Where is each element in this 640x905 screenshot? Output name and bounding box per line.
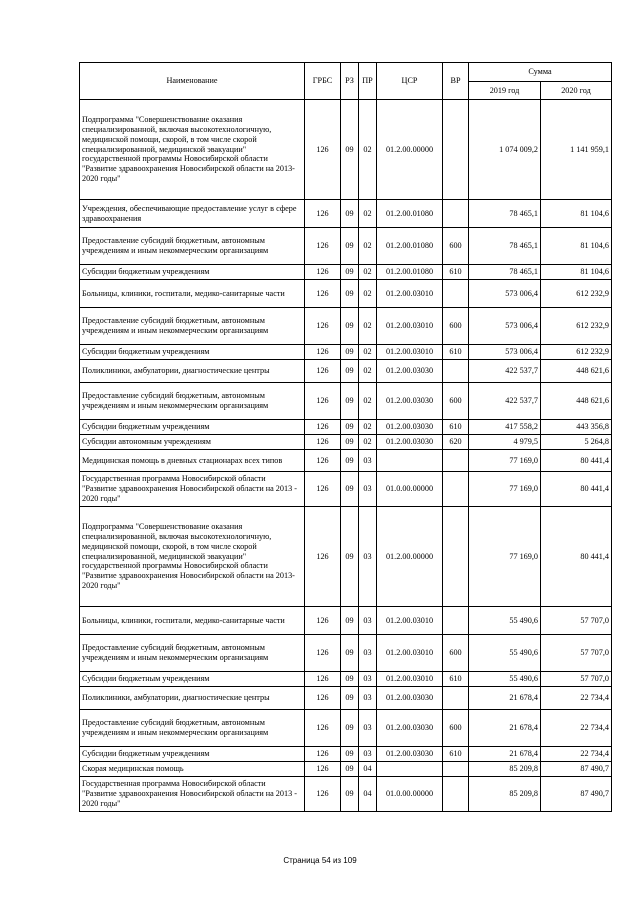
cell-vr [443, 100, 469, 200]
cell-vr [443, 472, 469, 507]
cell-rz: 09 [341, 507, 359, 607]
cell-v2019: 21 678,4 [469, 747, 541, 762]
header-year-2019: 2019 год [469, 82, 541, 100]
cell-rz: 09 [341, 747, 359, 762]
cell-name: Учреждения, обеспечивающие предоставление услуг в сфере здравоохранения [80, 200, 305, 228]
cell-name: Государственная программа Новосибирской области "Развитие здравоохранения Новосибирской области на 2013 - 2020 годы" [80, 777, 305, 812]
cell-rz: 09 [341, 383, 359, 420]
cell-v2019: 4 979,5 [469, 435, 541, 450]
cell-pr: 02 [359, 435, 377, 450]
cell-pr: 03 [359, 635, 377, 672]
cell-name: Подпрограмма "Совершенствование оказания специализированной, включая высокотехнологичную, медицинской помощи, скорой, в том числе скорой специализированной, медицинской эвакуации" государственной программы Новосибирской области "Развитие здравоохранения Новосибирской области на 2013-2020 годы" [80, 100, 305, 200]
cell-csr: 01.0.00.00000 [377, 777, 443, 812]
cell-csr: 01.2.00.03010 [377, 345, 443, 360]
cell-v2020: 81 104,6 [541, 265, 612, 280]
cell-rz: 09 [341, 420, 359, 435]
cell-csr: 01.2.00.03030 [377, 360, 443, 383]
cell-name: Больницы, клиники, госпитали, медико-санитарные части [80, 607, 305, 635]
cell-v2020: 57 707,0 [541, 607, 612, 635]
cell-v2020: 81 104,6 [541, 200, 612, 228]
cell-csr [377, 762, 443, 777]
table-row [80, 507, 612, 607]
cell-v2020: 5 264,8 [541, 435, 612, 450]
cell-v2019: 21 678,4 [469, 710, 541, 747]
cell-rz: 09 [341, 710, 359, 747]
cell-v2019: 417 558,2 [469, 420, 541, 435]
cell-pr: 02 [359, 383, 377, 420]
cell-vr: 600 [443, 710, 469, 747]
cell-grbs: 126 [305, 710, 341, 747]
cell-csr: 01.2.00.03010 [377, 607, 443, 635]
cell-name: Субсидии бюджетным учреждениям [80, 265, 305, 280]
cell-v2019: 77 169,0 [469, 450, 541, 472]
table-row [80, 777, 612, 812]
cell-v2020: 22 734,4 [541, 710, 612, 747]
cell-pr: 02 [359, 280, 377, 308]
cell-csr: 01.2.00.03010 [377, 280, 443, 308]
cell-pr: 03 [359, 472, 377, 507]
cell-rz: 09 [341, 280, 359, 308]
cell-pr: 02 [359, 200, 377, 228]
cell-v2020: 87 490,7 [541, 762, 612, 777]
cell-vr: 610 [443, 420, 469, 435]
cell-name: Скорая медицинская помощь [80, 762, 305, 777]
cell-pr: 03 [359, 672, 377, 687]
cell-rz: 09 [341, 687, 359, 710]
table-row [80, 100, 612, 200]
cell-grbs: 126 [305, 747, 341, 762]
cell-csr: 01.2.00.03030 [377, 710, 443, 747]
table-row [80, 687, 612, 710]
cell-grbs: 126 [305, 687, 341, 710]
cell-v2020: 80 441,4 [541, 472, 612, 507]
cell-grbs: 126 [305, 345, 341, 360]
cell-pr: 02 [359, 228, 377, 265]
cell-name: Предоставление субсидий бюджетным, автономным учреждениям и иным некоммерческим организациям [80, 710, 305, 747]
cell-name: Поликлиники, амбулатории, диагностические центры [80, 360, 305, 383]
header-sum: Сумма [469, 63, 612, 82]
cell-vr [443, 450, 469, 472]
cell-v2019: 1 074 009,2 [469, 100, 541, 200]
cell-grbs: 126 [305, 435, 341, 450]
table-row [80, 635, 612, 672]
cell-rz: 09 [341, 308, 359, 345]
cell-grbs: 126 [305, 607, 341, 635]
cell-csr: 01.2.00.03010 [377, 308, 443, 345]
cell-rz: 09 [341, 435, 359, 450]
cell-csr: 01.2.00.03030 [377, 687, 443, 710]
cell-v2020: 80 441,4 [541, 507, 612, 607]
cell-v2020: 448 621,6 [541, 383, 612, 420]
cell-rz: 09 [341, 228, 359, 265]
cell-vr: 600 [443, 383, 469, 420]
cell-vr [443, 360, 469, 383]
cell-name: Медицинская помощь в дневных стационарах всех типов [80, 450, 305, 472]
cell-pr: 02 [359, 420, 377, 435]
cell-v2020: 80 441,4 [541, 450, 612, 472]
cell-v2019: 573 006,4 [469, 345, 541, 360]
cell-pr: 03 [359, 450, 377, 472]
cell-name: Субсидии автономным учреждениям [80, 435, 305, 450]
cell-grbs: 126 [305, 472, 341, 507]
cell-grbs: 126 [305, 228, 341, 265]
cell-v2020: 81 104,6 [541, 228, 612, 265]
header-vr: ВР [443, 63, 469, 100]
cell-rz: 09 [341, 200, 359, 228]
cell-pr: 04 [359, 777, 377, 812]
cell-v2019: 78 465,1 [469, 228, 541, 265]
table-body [80, 100, 612, 812]
cell-csr: 01.2.00.03030 [377, 420, 443, 435]
cell-vr [443, 687, 469, 710]
cell-vr: 600 [443, 308, 469, 345]
cell-grbs: 126 [305, 200, 341, 228]
cell-vr [443, 777, 469, 812]
table-row [80, 450, 612, 472]
cell-csr: 01.2.00.03010 [377, 635, 443, 672]
cell-rz: 09 [341, 345, 359, 360]
cell-v2020: 87 490,7 [541, 777, 612, 812]
header-pr: ПР [359, 63, 377, 100]
cell-pr: 03 [359, 507, 377, 607]
cell-name: Субсидии бюджетным учреждениям [80, 747, 305, 762]
table-row [80, 435, 612, 450]
table-row [80, 762, 612, 777]
cell-grbs: 126 [305, 308, 341, 345]
cell-pr: 03 [359, 747, 377, 762]
cell-grbs: 126 [305, 635, 341, 672]
cell-v2020: 448 621,6 [541, 360, 612, 383]
cell-pr: 02 [359, 308, 377, 345]
cell-vr: 600 [443, 635, 469, 672]
cell-v2019: 85 209,8 [469, 777, 541, 812]
cell-v2020: 443 356,8 [541, 420, 612, 435]
cell-name: Государственная программа Новосибирской области "Развитие здравоохранения Новосибирской области на 2013 - 2020 годы" [80, 472, 305, 507]
table-row [80, 710, 612, 747]
cell-name: Предоставление субсидий бюджетным, автономным учреждениям и иным некоммерческим организациям [80, 635, 305, 672]
cell-pr: 02 [359, 265, 377, 280]
cell-csr [377, 450, 443, 472]
cell-csr: 01.2.00.03010 [377, 672, 443, 687]
cell-grbs: 126 [305, 420, 341, 435]
cell-name: Предоставление субсидий бюджетным, автономным учреждениям и иным некоммерческим организациям [80, 228, 305, 265]
cell-v2020: 1 141 959,1 [541, 100, 612, 200]
cell-rz: 09 [341, 472, 359, 507]
cell-name: Субсидии бюджетным учреждениям [80, 420, 305, 435]
cell-rz: 09 [341, 635, 359, 672]
cell-pr: 04 [359, 762, 377, 777]
table-row [80, 228, 612, 265]
cell-v2020: 612 232,9 [541, 280, 612, 308]
cell-rz: 09 [341, 100, 359, 200]
cell-v2019: 55 490,6 [469, 672, 541, 687]
cell-v2019: 573 006,4 [469, 280, 541, 308]
cell-name: Подпрограмма "Совершенствование оказания специализированной, включая высокотехнологичную, медицинской помощи, скорой, в том числе скорой специализированной, медицинской эвакуации" государственной программы Новосибирской области "Развитие здравоохранения Новосибирской области на 2013-2020 годы" [80, 507, 305, 607]
cell-v2020: 22 734,4 [541, 687, 612, 710]
cell-pr: 03 [359, 710, 377, 747]
cell-grbs: 126 [305, 777, 341, 812]
cell-rz: 09 [341, 762, 359, 777]
cell-grbs: 126 [305, 265, 341, 280]
cell-vr: 600 [443, 228, 469, 265]
cell-pr: 03 [359, 607, 377, 635]
cell-grbs: 126 [305, 100, 341, 200]
cell-grbs: 126 [305, 383, 341, 420]
cell-v2020: 612 232,9 [541, 308, 612, 345]
cell-name: Поликлиники, амбулатории, диагностические центры [80, 687, 305, 710]
cell-v2019: 422 537,7 [469, 360, 541, 383]
cell-grbs: 126 [305, 280, 341, 308]
cell-csr: 01.2.00.03030 [377, 747, 443, 762]
cell-vr: 610 [443, 345, 469, 360]
cell-grbs: 126 [305, 450, 341, 472]
cell-rz: 09 [341, 777, 359, 812]
cell-csr: 01.2.00.01080 [377, 265, 443, 280]
cell-pr: 02 [359, 345, 377, 360]
cell-csr: 01.2.00.03030 [377, 383, 443, 420]
cell-csr: 01.2.00.03030 [377, 435, 443, 450]
table-row [80, 607, 612, 635]
cell-vr: 610 [443, 265, 469, 280]
cell-vr [443, 200, 469, 228]
cell-csr: 01.2.00.00000 [377, 100, 443, 200]
cell-v2019: 422 537,7 [469, 383, 541, 420]
cell-rz: 09 [341, 450, 359, 472]
table-row [80, 747, 612, 762]
table-row [80, 345, 612, 360]
cell-v2020: 612 232,9 [541, 345, 612, 360]
cell-grbs: 126 [305, 762, 341, 777]
cell-rz: 09 [341, 607, 359, 635]
cell-name: Предоставление субсидий бюджетным, автономным учреждениям и иным некоммерческим организациям [80, 308, 305, 345]
table-row [80, 280, 612, 308]
cell-pr: 03 [359, 687, 377, 710]
cell-vr: 620 [443, 435, 469, 450]
cell-name: Больницы, клиники, госпитали, медико-санитарные части [80, 280, 305, 308]
cell-v2019: 55 490,6 [469, 607, 541, 635]
cell-vr: 610 [443, 672, 469, 687]
cell-v2019: 21 678,4 [469, 687, 541, 710]
cell-name: Предоставление субсидий бюджетным, автономным учреждениям и иным некоммерческим организациям [80, 383, 305, 420]
table-row [80, 672, 612, 687]
table-row [80, 420, 612, 435]
table-row [80, 360, 612, 383]
cell-rz: 09 [341, 265, 359, 280]
cell-v2019: 55 490,6 [469, 635, 541, 672]
table-row [80, 265, 612, 280]
cell-v2019: 573 006,4 [469, 308, 541, 345]
cell-v2020: 57 707,0 [541, 635, 612, 672]
cell-csr: 01.0.00.00000 [377, 472, 443, 507]
cell-vr [443, 507, 469, 607]
budget-table [79, 62, 612, 812]
cell-grbs: 126 [305, 507, 341, 607]
cell-name: Субсидии бюджетным учреждениям [80, 672, 305, 687]
cell-pr: 02 [359, 100, 377, 200]
cell-vr [443, 762, 469, 777]
cell-grbs: 126 [305, 672, 341, 687]
page-footer: Страница 54 из 109 [283, 856, 357, 865]
table-row [80, 472, 612, 507]
cell-csr: 01.2.00.00000 [377, 507, 443, 607]
cell-grbs: 126 [305, 360, 341, 383]
header-grbs: ГРБС [305, 63, 341, 100]
cell-pr: 02 [359, 360, 377, 383]
cell-v2019: 78 465,1 [469, 265, 541, 280]
header-rz: РЗ [341, 63, 359, 100]
cell-v2020: 22 734,4 [541, 747, 612, 762]
table-row [80, 200, 612, 228]
header-csr: ЦСР [377, 63, 443, 100]
table-row [80, 308, 612, 345]
cell-v2019: 77 169,0 [469, 507, 541, 607]
cell-v2019: 77 169,0 [469, 472, 541, 507]
cell-v2019: 78 465,1 [469, 200, 541, 228]
cell-csr: 01.2.00.01080 [377, 200, 443, 228]
header-name: Наименование [80, 63, 305, 100]
header-year-2020: 2020 год [541, 82, 612, 100]
cell-name: Субсидии бюджетным учреждениям [80, 345, 305, 360]
cell-rz: 09 [341, 672, 359, 687]
cell-rz: 09 [341, 360, 359, 383]
cell-v2019: 85 209,8 [469, 762, 541, 777]
cell-vr: 610 [443, 747, 469, 762]
cell-csr: 01.2.00.01080 [377, 228, 443, 265]
cell-vr [443, 607, 469, 635]
cell-v2020: 57 707,0 [541, 672, 612, 687]
cell-vr [443, 280, 469, 308]
table-row [80, 383, 612, 420]
